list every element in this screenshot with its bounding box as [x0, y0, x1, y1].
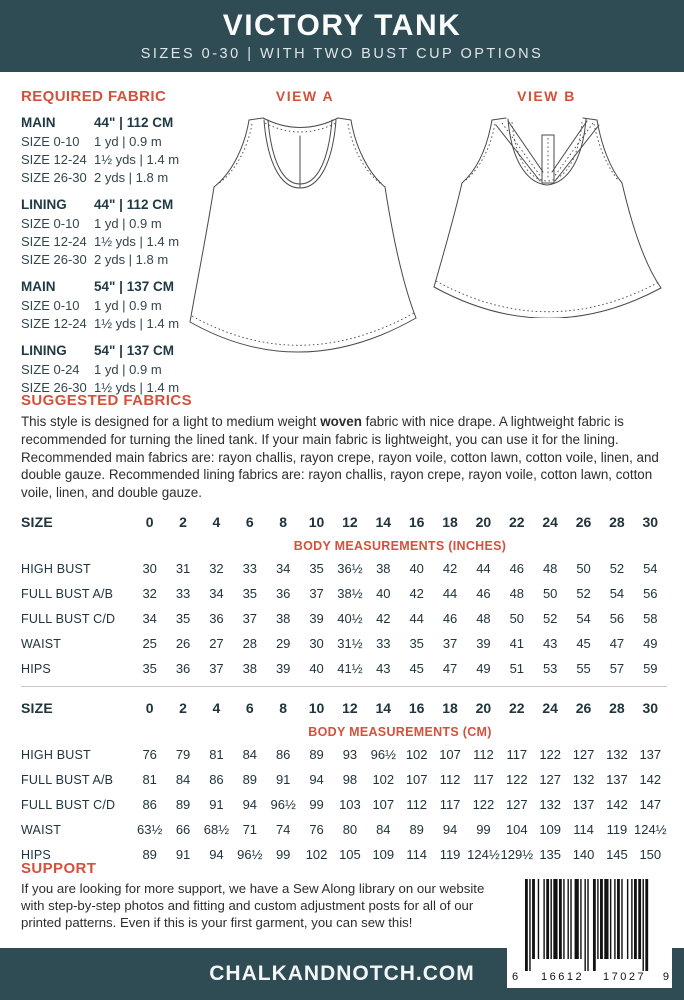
measurement-value: 50: [509, 611, 525, 626]
measurement-value: 107: [439, 747, 461, 762]
support-heading: SUPPORT: [21, 860, 97, 877]
measurement-value: 150: [639, 847, 662, 862]
measurement-value: 117: [473, 772, 494, 787]
measurement-value: 51: [509, 661, 525, 676]
measurement-label: FULL BUST C/D: [21, 611, 116, 626]
measurement-value: 35: [409, 636, 424, 651]
size-col-header: 6: [245, 513, 254, 530]
measurement-value: 26: [175, 636, 191, 651]
measurement-value: 43: [376, 661, 391, 676]
fabric-row-size: SIZE 12-24: [21, 152, 87, 167]
measurement-value: 103: [339, 797, 361, 812]
measurement-value: 39: [309, 611, 324, 626]
measurement-value: 50: [542, 586, 558, 601]
measurement-value: 46: [442, 611, 458, 626]
measurement-value: 41½: [337, 661, 363, 676]
measurement-value: 57: [609, 661, 625, 676]
view-b-illustration: [433, 117, 662, 318]
measurement-value: 127: [572, 747, 595, 762]
fabric-row-amount: 1½ yds | 1.4 m: [94, 316, 180, 331]
size-col-header: 14: [375, 699, 392, 716]
measurement-row: [21, 656, 667, 681]
measurement-value: 135: [539, 847, 562, 862]
measurement-value: 49: [476, 661, 491, 676]
measurement-value: 37: [242, 611, 258, 626]
measurement-value: 48: [476, 611, 491, 626]
barcode-digit-group: 9: [662, 971, 669, 983]
measurement-value: 86: [209, 772, 224, 787]
fabric-row-size: SIZE 12-24: [21, 234, 87, 249]
measurement-label: HIPS: [21, 847, 51, 862]
fabric-row-amount: 1 yd | 0.9 m: [94, 362, 162, 377]
measurement-value: 35: [309, 561, 324, 576]
size-col-header: 28: [609, 513, 625, 530]
measurement-value: 47: [609, 636, 625, 651]
measurement-value: 94: [442, 822, 458, 837]
size-col-header: 10: [308, 699, 325, 716]
measurement-value: 33: [175, 586, 191, 601]
fabric-group-type: LINING: [21, 343, 67, 358]
website-url: CHALKANDNOTCH.COM: [209, 962, 475, 985]
measurement-value: 39: [476, 636, 491, 651]
fabric-row-size: SIZE 26-30: [21, 170, 87, 185]
measurement-value: 81: [142, 772, 157, 787]
measurement-value: 84: [175, 772, 191, 787]
measurement-row: [21, 817, 667, 842]
measurement-value: 140: [572, 847, 595, 862]
measurement-value: 68½: [203, 822, 230, 837]
measurement-value: 45: [576, 636, 591, 651]
pattern-title: VICTORY TANK: [222, 9, 462, 42]
size-col-header: 24: [542, 699, 558, 716]
measurement-value: 81: [209, 747, 224, 762]
measurement-value: 55: [576, 661, 591, 676]
measurement-row: [21, 556, 667, 581]
measurement-value: 34: [275, 561, 291, 576]
measurement-value: 132: [572, 772, 595, 787]
measurement-value: 36: [175, 661, 191, 676]
required-fabric-heading: REQUIRED FABRIC: [21, 88, 167, 105]
measurement-value: 28: [242, 636, 258, 651]
measurement-value: 54: [643, 561, 658, 576]
measurement-value: 32: [209, 561, 224, 576]
measurement-value: 37: [442, 636, 458, 651]
fabric-group-width: 54" | 137 CM: [94, 343, 174, 358]
header-banner: [0, 0, 684, 72]
measurement-value: 124½: [467, 847, 500, 862]
measurement-value: 38½: [337, 586, 363, 601]
measurement-value: 114: [406, 847, 428, 862]
fabric-row-size: SIZE 0-10: [21, 134, 80, 149]
measurement-value: 91: [209, 797, 224, 812]
measurement-value: 104: [505, 822, 528, 837]
measurement-value: 46: [476, 586, 491, 601]
measurement-value: 71: [242, 822, 258, 837]
measurement-value: 89: [175, 797, 191, 812]
measurement-value: 99: [476, 822, 491, 837]
measurement-value: 109: [372, 847, 395, 862]
measurement-value: 49: [643, 636, 658, 651]
measurement-section-label: BODY MEASUREMENTS (INCHES): [293, 538, 507, 553]
measurement-value: 129½: [500, 847, 534, 862]
measurement-row: [21, 606, 667, 631]
measurement-value: 44: [409, 611, 424, 626]
measurement-value: 107: [372, 797, 395, 812]
size-col-header: 26: [575, 513, 592, 530]
measurement-value: 145: [606, 847, 628, 862]
measurement-value: 30: [142, 561, 157, 576]
measurement-value: 79: [175, 747, 191, 762]
measurement-value: 40: [376, 586, 391, 601]
measurement-value: 42: [442, 561, 458, 576]
measurement-value: 36: [209, 611, 224, 626]
measurement-label: FULL BUST C/D: [21, 797, 116, 812]
measurement-value: 94: [209, 847, 224, 862]
measurement-value: 94: [242, 797, 258, 812]
measurement-value: 84: [376, 822, 391, 837]
measurement-value: 37: [309, 586, 324, 601]
measurement-value: 43: [542, 636, 558, 651]
measurement-value: 52: [576, 586, 591, 601]
measurement-value: 124½: [634, 822, 667, 837]
measurement-value: 76: [142, 747, 157, 762]
measurement-value: 34: [209, 586, 224, 601]
fabric-row-amount: 2 yds | 1.8 m: [94, 252, 169, 267]
measurement-label: HIGH BUST: [21, 747, 91, 762]
measurement-value: 42: [376, 611, 391, 626]
suggested-fabrics-body: [21, 413, 671, 502]
fabric-row-amount: 1½ yds | 1.4 m: [94, 152, 180, 167]
measurement-value: 137: [639, 747, 662, 762]
measurement-value: 84: [242, 747, 258, 762]
measurement-value: 122: [539, 747, 562, 762]
body-prefix: This style is designed for a light to medium weight: [21, 414, 321, 429]
size-col-header: 30: [642, 513, 659, 530]
fabric-group-width: 44" | 112 CM: [94, 197, 174, 212]
measurement-value: 96½: [237, 847, 263, 862]
measurement-value: 33: [242, 561, 258, 576]
measurement-value: 137: [572, 797, 595, 812]
size-col-header: 8: [279, 699, 288, 716]
measurement-value: 59: [643, 661, 658, 676]
size-tables-section: [21, 508, 667, 867]
size-col-header: 18: [442, 699, 458, 716]
measurement-value: 63½: [137, 822, 163, 837]
measurement-value: 36½: [337, 561, 363, 576]
measurement-value: 30: [309, 636, 324, 651]
measurement-row: [21, 742, 667, 767]
size-header-row: [21, 694, 667, 721]
measurement-value: 105: [339, 847, 361, 862]
fabric-group-width: 44" | 112 CM: [94, 115, 174, 130]
size-table-cm: [21, 694, 667, 867]
measurement-row: [21, 792, 667, 817]
measurement-value: 47: [442, 661, 458, 676]
size-col-header: 2: [179, 699, 187, 716]
size-col-header: 0: [145, 699, 154, 716]
size-col-header: 4: [212, 513, 221, 530]
measurement-value: 117: [506, 747, 528, 762]
measurement-value: 29: [275, 636, 291, 651]
size-col-header: 4: [212, 699, 221, 716]
size-col-header: 16: [408, 513, 425, 530]
size-header-label: SIZE: [21, 513, 53, 530]
measurement-value: 31½: [337, 636, 363, 651]
measurement-value: 32: [142, 586, 157, 601]
fabric-row-amount: 1 yd | 0.9 m: [94, 298, 162, 313]
measurement-value: 89: [309, 747, 324, 762]
fabric-row-amount: 1½ yds | 1.4 m: [94, 380, 180, 395]
measurement-value: 99: [309, 797, 324, 812]
measurement-value: 41: [509, 636, 525, 651]
measurement-value: 127: [505, 797, 528, 812]
measurement-value: 102: [405, 747, 428, 762]
support-body: If you are looking for more support, we have a Sew Along library on our website with step-by-step photos and fitting and custom adjustment posts for all of our printed patterns. Even if this is your first garment, you can sew this!: [21, 881, 485, 931]
size-col-header: 22: [509, 513, 525, 530]
measurement-value: 89: [409, 822, 424, 837]
suggested-fabrics-heading: SUGGESTED FABRICS: [21, 392, 192, 409]
measurement-value: 109: [539, 822, 562, 837]
barcode-bars: [507, 873, 672, 988]
fabric-row-size: SIZE 0-10: [21, 216, 80, 231]
fabric-row-size: SIZE 26-30: [21, 380, 87, 395]
measurement-value: 99: [275, 847, 291, 862]
measurement-value: 34: [142, 611, 157, 626]
measurement-value: 35: [242, 586, 258, 601]
size-col-header: 18: [442, 513, 458, 530]
measurement-value: 137: [606, 772, 628, 787]
fabric-row-amount: 1 yd | 0.9 m: [94, 134, 162, 149]
measurement-section-label: BODY MEASUREMENTS (CM): [308, 724, 492, 739]
measurement-label: FULL BUST A/B: [21, 586, 114, 601]
measurement-value: 132: [539, 797, 562, 812]
measurement-value: 36: [275, 586, 291, 601]
measurement-value: 40: [409, 561, 424, 576]
measurement-value: 56: [643, 586, 658, 601]
measurement-value: 102: [372, 772, 395, 787]
measurement-value: 142: [606, 797, 628, 812]
size-col-header: 28: [609, 699, 625, 716]
measurement-value: 58: [643, 611, 658, 626]
measurement-value: 122: [505, 772, 528, 787]
support-section: [21, 860, 503, 931]
fabric-row-size: SIZE 26-30: [21, 252, 87, 267]
measurement-value: 107: [405, 772, 428, 787]
measurement-value: 112: [406, 797, 428, 812]
measurement-value: 147: [639, 797, 662, 812]
measurement-value: 27: [209, 636, 224, 651]
size-col-header: 14: [375, 513, 392, 530]
measurement-value: 25: [142, 636, 157, 651]
measurement-value: 52: [609, 561, 625, 576]
body-suffix: fabric with nice drape. A lightweight fabric is recommended for turning the lined tank. If your main fabric is lightweight, you can use it for the lining. Recommended main fabrics are: rayon challis, rayon crepe, rayon voile, cotton lawn, cotton voile, linen, and double gauze. Recommended lining fabrics are: rayon challis, rayon crepe, rayon voile, cotton lawn, cotton voile, linen, and double gauze.: [21, 414, 659, 501]
fabric-group-type: MAIN: [21, 115, 56, 130]
measurement-value: 80: [342, 822, 358, 837]
measurement-value: 96½: [370, 747, 396, 762]
size-table-inches: [21, 508, 667, 681]
measurement-value: 48: [542, 561, 558, 576]
fabric-group-type: MAIN: [21, 279, 56, 294]
measurement-value: 38: [376, 561, 391, 576]
measurement-value: 38: [275, 611, 291, 626]
measurement-value: 89: [142, 847, 157, 862]
measurement-value: 127: [539, 772, 562, 787]
measurement-value: 44: [476, 561, 491, 576]
measurement-value: 117: [439, 797, 461, 812]
pattern-subtitle: SIZES 0-30 | WITH TWO BUST CUP OPTIONS: [140, 46, 544, 62]
measurement-value: 44: [442, 586, 458, 601]
fabric-row-size: SIZE 0-10: [21, 298, 80, 313]
size-header-row: [21, 508, 667, 535]
measurement-row: [21, 631, 667, 656]
fabric-row-amount: 2 yds | 1.8 m: [94, 170, 169, 185]
measurement-value: 52: [542, 611, 558, 626]
fabric-row: [21, 361, 239, 379]
measurement-value: 33: [376, 636, 391, 651]
size-col-header: 6: [245, 699, 254, 716]
measurement-value: 39: [275, 661, 291, 676]
fabric-group-width: 54" | 137 CM: [94, 279, 174, 294]
measurement-value: 93: [342, 747, 358, 762]
size-col-header: 26: [575, 699, 592, 716]
measurement-value: 91: [275, 772, 291, 787]
measurement-value: 102: [305, 847, 328, 862]
measurement-value: 48: [509, 586, 525, 601]
measurement-value: 37: [209, 661, 224, 676]
measurement-value: 94: [309, 772, 324, 787]
measurement-value: 122: [472, 797, 495, 812]
size-col-header: 20: [475, 699, 492, 716]
measurement-value: 31: [175, 561, 191, 576]
measurement-value: 35: [175, 611, 191, 626]
size-col-header: 2: [179, 513, 187, 530]
size-col-header: 8: [279, 513, 288, 530]
size-col-header: 22: [509, 699, 525, 716]
measurement-label: FULL BUST A/B: [21, 772, 114, 787]
measurement-row: [21, 581, 667, 606]
measurement-value: 114: [573, 822, 594, 837]
measurement-value: 53: [542, 661, 558, 676]
barcode: [507, 873, 672, 988]
fabric-row-amount: 1½ yds | 1.4 m: [94, 234, 180, 249]
measurement-value: 40: [309, 661, 324, 676]
measurement-value: 38: [242, 661, 258, 676]
body-bold-word: woven: [320, 414, 362, 429]
size-col-header: 20: [475, 513, 492, 530]
section-label-row: [21, 535, 667, 556]
measurement-value: 74: [275, 822, 291, 837]
measurement-value: 50: [576, 561, 591, 576]
measurement-value: 112: [473, 747, 494, 762]
measurement-value: 86: [275, 747, 291, 762]
measurement-value: 98: [342, 772, 358, 787]
measurement-value: 54: [576, 611, 591, 626]
size-col-header: 12: [342, 513, 358, 530]
size-col-header: 0: [145, 513, 154, 530]
suggested-fabrics-section: [21, 392, 671, 502]
measurement-label: HIPS: [21, 661, 51, 676]
measurement-value: 42: [409, 586, 424, 601]
measurement-value: 76: [309, 822, 324, 837]
measurement-value: 46: [509, 561, 525, 576]
fabric-row-size: SIZE 12-24: [21, 316, 87, 331]
section-label-row: [21, 721, 667, 742]
barcode-digit-group: 17027: [603, 971, 647, 983]
measurement-value: 132: [606, 747, 628, 762]
measurement-value: 66: [175, 822, 191, 837]
measurement-label: HIGH BUST: [21, 561, 91, 576]
size-col-header: 16: [408, 699, 425, 716]
size-col-header: 12: [342, 699, 358, 716]
measurement-value: 91: [175, 847, 191, 862]
measurement-value: 86: [142, 797, 157, 812]
size-col-header: 24: [542, 513, 558, 530]
barcode-digit-group: 16612: [541, 971, 585, 983]
measurement-row: [21, 767, 667, 792]
fabric-row-amount: 1 yd | 0.9 m: [94, 216, 162, 231]
size-col-header: 10: [308, 513, 325, 530]
fabric-row-size: SIZE 0-24: [21, 362, 80, 377]
measurement-value: 40½: [337, 611, 363, 626]
measurement-label: WAIST: [21, 822, 62, 837]
table-divider: [21, 686, 667, 687]
size-col-header: 30: [642, 699, 659, 716]
view-b-label: VIEW B: [517, 88, 576, 104]
view-a-label: VIEW A: [275, 88, 335, 104]
measurement-value: 56: [609, 611, 625, 626]
measurement-label: WAIST: [21, 636, 62, 651]
measurement-value: 96½: [270, 797, 296, 812]
view-a-illustration: [189, 117, 417, 353]
fabric-group-type: LINING: [21, 197, 67, 212]
barcode-digit-group: 6: [512, 971, 519, 983]
measurement-value: 45: [409, 661, 424, 676]
measurement-value: 119: [439, 847, 461, 862]
measurement-value: 35: [142, 661, 157, 676]
size-header-label: SIZE: [21, 699, 53, 716]
measurement-value: 89: [242, 772, 258, 787]
measurement-value: 54: [609, 586, 625, 601]
measurement-value: 119: [606, 822, 628, 837]
measurement-value: 142: [639, 772, 662, 787]
measurement-value: 112: [439, 772, 461, 787]
